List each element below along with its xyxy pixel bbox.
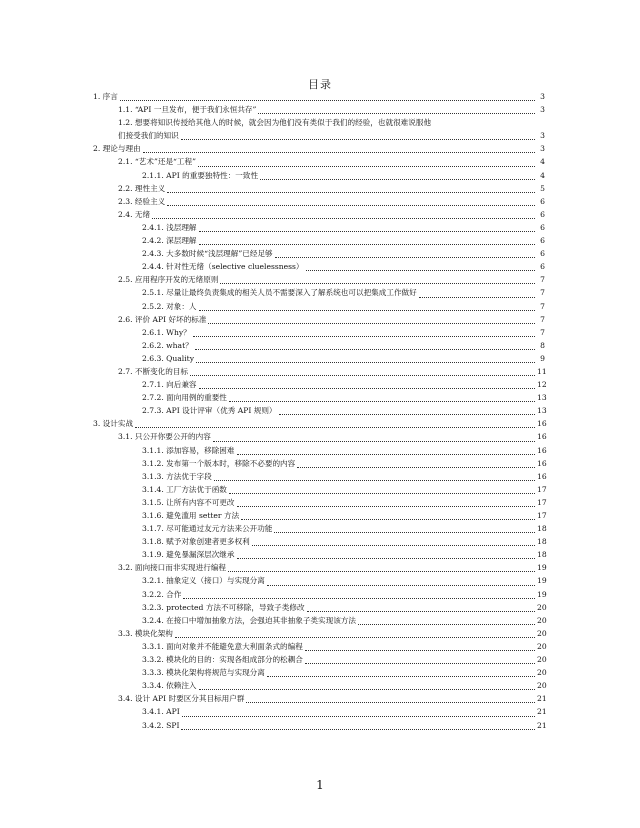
toc-entry-page: 11 [537,366,547,376]
toc-entry[interactable] [0,339,640,352]
toc-leader-dots [167,191,535,193]
toc-entry[interactable] [0,404,640,417]
toc-entry[interactable] [0,116,640,142]
toc-entry[interactable] [0,574,640,587]
toc-entry[interactable] [0,640,640,653]
toc-leader-dots [306,269,535,271]
toc-entry[interactable] [0,391,640,404]
toc-entry-page: 3 [540,144,545,154]
toc-entry[interactable] [0,260,640,273]
toc-entry[interactable] [0,247,640,260]
toc-entry-label: 2.4.4. 针对性无绪（selective cluelessness） [142,262,304,272]
toc-entry-page: 7 [540,288,545,298]
toc-entry[interactable] [0,208,640,221]
toc-entry-page: 7 [540,314,545,324]
toc-leader-dots [199,387,535,389]
toc-entry-page: 17 [537,497,547,507]
toc-entry-page: 8 [540,340,545,350]
toc-entry[interactable] [0,286,640,299]
toc-entry-page: 17 [537,511,547,520]
toc-entry-label: 2.5.1. 尽量让最终负责集成的相关人员不需要深入了解系统也可以把集成工作做好 [142,288,417,298]
page-number: 1 [316,778,324,792]
toc-entry-label-continued: 们接受我们的知识 [118,131,179,141]
toc-entry-label: 2.7.1. 向后兼容 [142,380,197,390]
toc-entry-page: 20 [537,628,547,638]
toc-entry-label: 3.1.8. 赋予对象创建者更多权利 [142,537,250,547]
toc-entry-label: 3.3.1. 面向对象并不能避免意大利面条式的编程 [142,641,303,651]
toc-leader-dots [190,374,535,376]
toc-leader-dots [267,584,535,586]
toc-entry[interactable] [0,155,640,168]
toc-leader-dots [229,492,535,494]
toc-leader-dots [229,400,535,402]
toc-entry-page: 4 [540,157,545,167]
toc-entry-label: 2.6.1. Why？ [142,327,191,337]
toc-entry[interactable] [0,378,640,391]
toc-leader-dots [199,309,535,311]
toc-leader-dots [182,715,535,717]
toc-entry-label: 3.2. 面向接口而非实现进行编程 [118,563,227,573]
toc-leader-dots [120,99,535,101]
toc-entry[interactable] [0,352,640,365]
toc-leader-dots [237,505,536,507]
toc-entry-page: 13 [537,393,547,403]
toc-entry[interactable] [0,444,640,457]
toc-entry-label: 2.2. 理性主义 [118,183,166,193]
toc-entry-page: 20 [537,615,547,625]
toc-entry[interactable] [0,548,640,561]
toc-leader-dots [214,479,535,481]
toc-entry-page: 21 [537,694,547,704]
toc-entry-label: 2.7.3. API 设计评审（优秀 API 规则） [142,406,277,416]
toc-leader-dots [228,570,535,572]
toc-entry[interactable] [0,313,640,326]
toc-leader-dots [237,453,536,455]
toc-entry[interactable] [0,457,640,470]
toc-entry-page: 6 [540,222,545,232]
table-of-contents [0,90,640,732]
toc-entry-page: 3 [540,131,545,141]
toc-entry-label: 3.1.6. 避免滥用 setter 方法 [142,511,240,520]
toc-leader-dots [208,322,535,324]
toc-leader-dots [199,230,535,232]
toc-entry[interactable] [0,614,640,627]
toc-entry[interactable] [0,588,640,601]
toc-leader-dots [275,256,535,258]
toc-entry-label: 3.1.2. 发布第一个版本时，移除不必要的内容 [142,458,296,468]
toc-entry[interactable] [0,522,640,535]
toc-entry[interactable] [0,509,640,522]
toc-leader-dots [181,728,535,730]
toc-entry-page: 16 [537,432,547,442]
toc-entry[interactable] [0,627,640,640]
toc-entry[interactable] [0,234,640,247]
toc-entry-page: 6 [540,236,545,246]
toc-leader-dots [246,701,535,703]
toc-entry-label: 3.3.4. 依赖注入 [142,681,197,691]
toc-entry[interactable] [0,142,640,155]
toc-entry-label: 3.2.3. protected 方法不可移除，导致子类修改 [142,602,305,612]
toc-entry-page: 20 [537,602,547,612]
toc-entry-label: 2.4.1. 浅层理解 [142,222,197,232]
toc-entry-label: 1. 序言 [93,92,118,101]
toc-entry-label: 2.1.1. API 的重要独特性：一致性 [142,170,259,180]
toc-entry-page: 16 [537,471,547,481]
toc-leader-dots [279,413,535,415]
toc-leader-dots [196,361,535,363]
toc-entry-label: 3.4.2. SPI [142,720,180,730]
toc-entry-label: 3.2.2. 合作 [142,589,182,599]
toc-entry-label: 2.7.2. 面向用例的重要性 [142,393,227,403]
toc-entry-page: 7 [540,327,545,337]
toc-entry[interactable] [0,705,640,718]
toc-entry[interactable] [0,417,640,430]
toc-entry[interactable] [0,103,640,116]
toc-entry[interactable] [0,90,640,103]
toc-entry-label: 2.4.2. 深层理解 [142,236,197,246]
toc-entry-page: 18 [537,524,547,534]
toc-entry-page: 12 [537,380,547,390]
toc-entry[interactable] [0,601,640,614]
toc-entry[interactable] [0,719,640,732]
toc-entry-page: 20 [537,641,547,651]
toc-entry[interactable] [0,326,640,339]
toc-leader-dots [260,178,535,180]
toc-entry-page: 19 [537,576,547,586]
toc-entry[interactable] [0,483,640,496]
toc-leader-dots [175,636,535,638]
toc-entry[interactable] [0,535,640,548]
toc-leader-dots [237,557,536,559]
toc-entry-label: 3.3.3. 模块化架构将规范与实现分离 [142,668,265,678]
toc-entry-label: 2. 理论与理由 [93,144,141,154]
toc-leader-dots [297,466,535,468]
toc-entry[interactable] [0,300,640,313]
toc-leader-dots [199,688,535,690]
toc-entry-label: 2.5. 应用程序开发的无绪原则 [118,275,219,285]
toc-leader-dots [152,217,535,219]
toc-entry[interactable] [0,273,640,286]
toc-leader-dots [199,243,535,245]
toc-entry-label: 3.1.7. 尽可能通过友元方法来公开功能 [142,524,273,534]
toc-leader-dots [183,597,535,599]
toc-entry-label: 3.3. 模块化架构 [118,628,173,638]
toc-leader-dots [143,151,535,153]
toc-entry-label: 3. 设计实战 [93,419,134,429]
toc-entry-label: 3.2.4. 在接口中增加抽象方法，会强迫其非抽象子类实现该方法 [142,615,356,625]
toc-entry-label: 2.4. 无绪 [118,209,151,219]
toc-leader-dots [252,544,535,546]
toc-entry[interactable] [0,692,640,705]
toc-entry-page: 6 [540,196,545,206]
toc-entry-label: 3.2.1. 抽象定义（接口）与实现分离 [142,576,265,586]
toc-leader-dots [181,138,535,140]
toc-leader-dots [358,623,535,625]
toc-entry-page: 6 [540,249,545,259]
toc-leader-dots [135,426,535,428]
toc-entry-label: 2.7. 不断变化的目标 [118,366,189,376]
toc-entry-page: 6 [540,262,545,272]
toc-entry-page: 19 [537,589,547,599]
toc-entry-label: 3.1.4. 工厂方法优于函数 [142,484,227,494]
toc-entry-page: 5 [540,183,545,193]
toc-leader-dots [258,112,535,114]
toc-entry-label: 2.6.2. what？ [142,340,193,350]
toc-entry-page: 7 [540,301,545,311]
toc-leader-dots [220,282,535,284]
toc-entry-page: 13 [537,406,547,416]
toc-entry-page: 18 [537,550,547,560]
toc-title: 目录 [308,78,332,91]
toc-leader-dots [305,649,535,651]
toc-entry[interactable] [0,195,640,208]
toc-entry[interactable] [0,365,640,378]
toc-entry[interactable] [0,169,640,182]
toc-entry-label: 3.4.1. API [142,707,180,717]
toc-entry-page: 16 [537,419,547,429]
toc-entry-label: 2.6. 评价 API 好坏的标准 [118,314,207,324]
toc-entry-label: 3.1.5. 让所有内容不可更改 [142,497,235,507]
toc-entry-page: 7 [540,275,545,285]
toc-leader-dots [193,335,535,337]
toc-leader-dots [241,518,535,520]
toc-entry-label: 3.4. 设计 API 时要区分其目标用户群 [118,694,245,704]
toc-entry-label: 2.4.3. 大多数时候“浅层理解”已经足够 [142,249,273,259]
toc-entry-page: 18 [537,537,547,547]
toc-leader-dots [274,531,535,533]
toc-entry-page: 3 [540,105,545,115]
toc-entry-label: 2.5.2. 对象：人 [142,301,197,311]
toc-entry-page: 6 [540,209,545,219]
toc-entry-page: 17 [537,484,547,494]
toc-entry-page: 21 [537,720,547,730]
toc-leader-dots [307,610,535,612]
toc-entry-page: 19 [537,563,547,573]
toc-entry[interactable] [0,470,640,483]
toc-entry-label: 2.1. “艺术”还是“工程” [118,157,196,167]
toc-entry-label: 3.1. 只公开你要公开的内容 [118,432,211,442]
toc-entry[interactable] [0,561,640,574]
toc-entry-page: 20 [537,681,547,691]
toc-entry-label: 3.3.2. 模块化的目的：实现各组成部分的松耦合 [142,655,303,665]
toc-leader-dots [419,296,535,298]
toc-entry-label: 3.1.9. 避免暴漏深层次继承 [142,550,235,560]
toc-entry-label: 3.1.1. 添加容易，移除困难 [142,445,235,455]
toc-leader-dots [198,165,535,167]
toc-entry-label: 2.6.3. Quality [142,353,194,363]
toc-entry-label: 1.1. “API 一旦发布，便于我们永恒共存” [118,105,257,115]
toc-entry[interactable] [0,666,640,679]
toc-entry-page: 20 [537,668,547,678]
toc-leader-dots [305,662,535,664]
toc-entry-page: 9 [540,353,545,363]
toc-entry[interactable] [0,221,640,234]
toc-leader-dots [213,440,535,442]
toc-leader-dots [167,204,535,206]
toc-entry-page: 3 [540,92,545,101]
toc-entry[interactable] [0,653,640,666]
toc-leader-dots [267,675,535,677]
toc-entry[interactable] [0,182,640,195]
toc-entry-label: 1.2. 想要将知识传授给其他人的时候，就会因为他们没有类似于我们的经验，也就很难说服他 [118,118,432,128]
toc-entry-page: 4 [540,170,545,180]
toc-leader-dots [195,348,535,350]
toc-entry-page: 21 [537,707,547,717]
toc-entry-page: 16 [537,458,547,468]
toc-entry-label: 3.1.3. 方法优于字段 [142,471,212,481]
toc-entry-page: 20 [537,655,547,665]
toc-entry-label: 2.3. 经验主义 [118,196,166,206]
toc-entry[interactable] [0,496,640,509]
toc-entry[interactable] [0,679,640,692]
toc-entry[interactable] [0,430,640,443]
toc-entry-page: 16 [537,445,547,455]
